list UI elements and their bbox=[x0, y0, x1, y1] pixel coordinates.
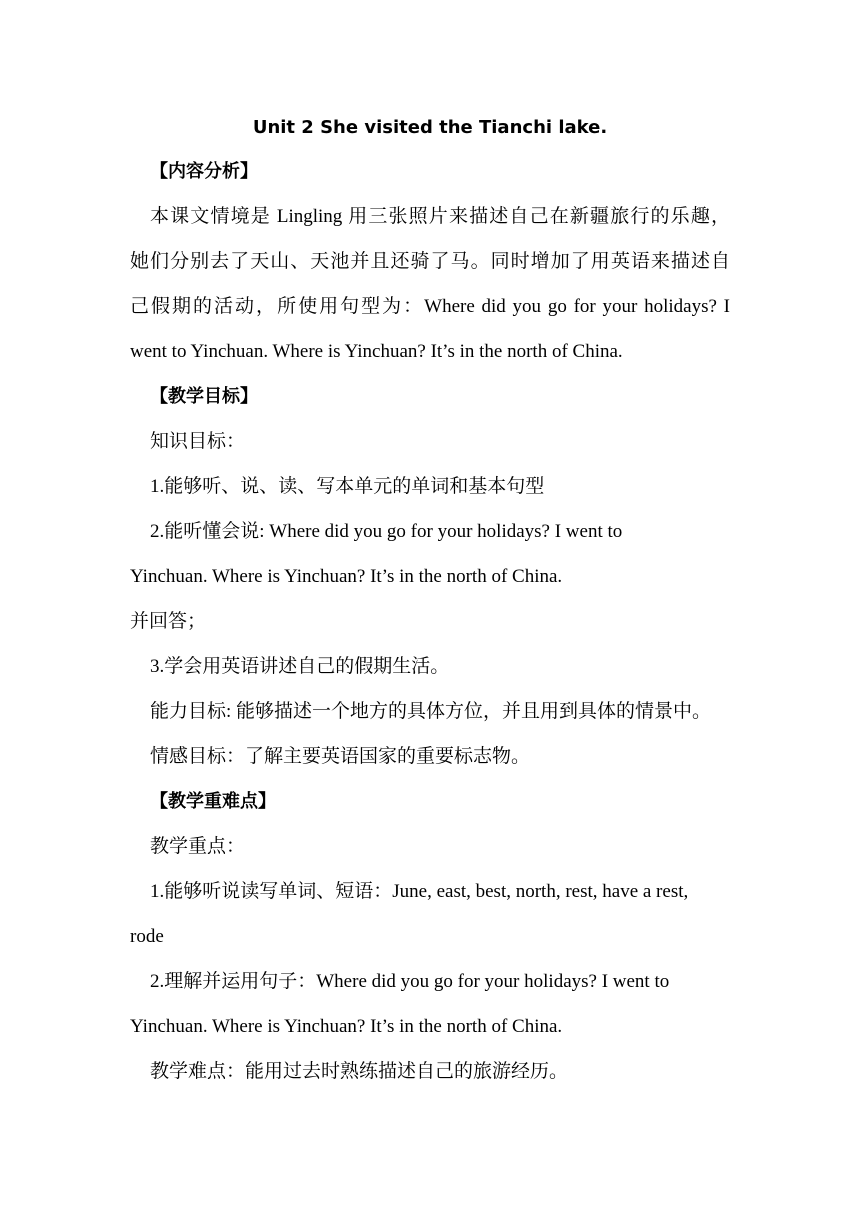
content-analysis-line-2: 她们分别去了天山、天池并且还骑了马。同时增加了用英语来描述自 bbox=[130, 251, 730, 272]
teaching-focus-label: 教学重点： bbox=[150, 836, 246, 857]
teaching-focus-point-1-cont: rode bbox=[130, 926, 164, 947]
content-analysis-line-4: went to Yinchuan. Where is Yinchuan? It’s in the north of China. bbox=[130, 341, 623, 362]
document-title: Unit 2 She visited the Tianchi lake. bbox=[252, 117, 608, 138]
teaching-focus-point-2: 2.理解并运用句子：Where did you go for your holidays? I went to bbox=[150, 971, 670, 992]
knowledge-goal-item-1: 1.能够听、说、读、写本单元的单词和基本句型 bbox=[150, 476, 545, 497]
knowledge-goal-item-3: 3.学会用英语讲述自己的假期生活。 bbox=[150, 656, 450, 677]
teaching-focus-point-1: 1.能够听说读写单词、短语：June, east, best, north, rest, have a rest, bbox=[150, 881, 689, 902]
ability-goal: 能力目标: 能够描述一个地方的具体方位，并且用到具体的情景中。 bbox=[150, 701, 712, 722]
content-analysis-line-3: 己假期的活动，所使用句型为：Where did you go for your holidays? I bbox=[130, 296, 730, 317]
teaching-difficulty: 教学难点：能用过去时熟练描述自己的旅游经历。 bbox=[150, 1061, 569, 1082]
emotion-goal: 情感目标：了解主要英语国家的重要标志物。 bbox=[150, 746, 531, 767]
knowledge-goal-label: 知识目标： bbox=[150, 431, 246, 452]
teaching-focus-point-2-cont: Yinchuan. Where is Yinchuan? It’s in the north of China. bbox=[130, 1016, 563, 1037]
key-points-heading: 【教学重难点】 bbox=[150, 791, 276, 812]
teaching-goals-heading: 【教学目标】 bbox=[150, 386, 258, 407]
content-analysis-line-1: 本课文情境是 Lingling 用三张照片来描述自己在新疆旅行的乐趣， bbox=[150, 206, 730, 227]
knowledge-goal-item-2-answer: 并回答； bbox=[130, 611, 207, 632]
knowledge-goal-item-2: 2.能听懂会说: Where did you go for your holidays? I went to bbox=[150, 521, 623, 542]
knowledge-goal-item-2-cont: Yinchuan. Where is Yinchuan? It’s in the north of China. bbox=[130, 566, 563, 587]
content-analysis-heading: 【内容分析】 bbox=[150, 161, 258, 182]
